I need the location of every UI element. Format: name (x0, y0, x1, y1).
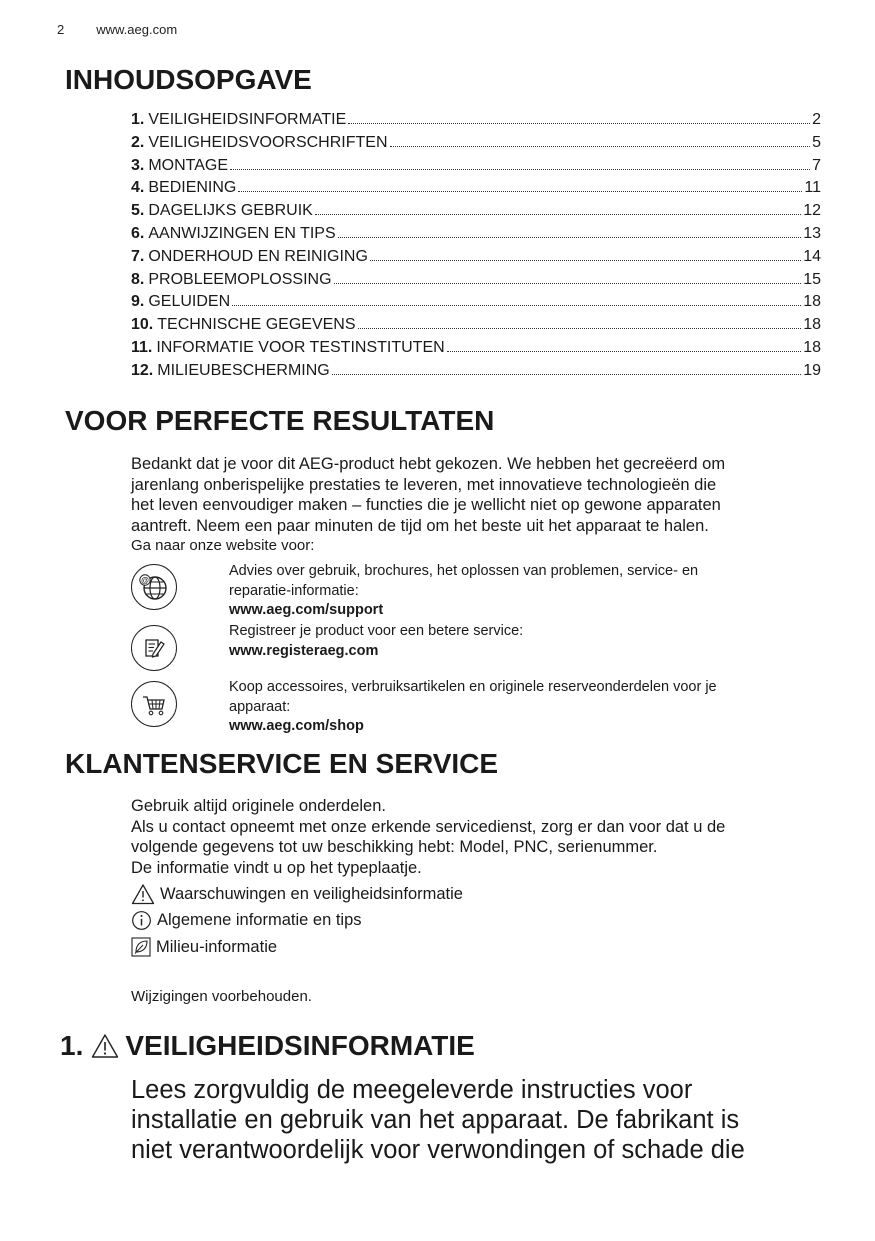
toc-item[interactable]: 12. MILIEUBESCHERMING 19 (131, 361, 821, 379)
register-text: Registreer je product voor een betere service: (229, 623, 524, 639)
support-text-2: reparatie-informatie: (229, 582, 359, 599)
register-form-icon (131, 625, 177, 671)
leaf-icon (131, 937, 151, 957)
safety-heading (60, 1030, 475, 1062)
toc-item[interactable]: 1. VEILIGHEIDSINFORMATIE 2 (131, 111, 821, 128)
warning-icon (91, 1033, 119, 1059)
legend-warning: Waarschuwingen en veiligheidsinformatie (131, 883, 463, 905)
safety-number: 1. (60, 1030, 84, 1061)
toc-item[interactable]: 3. MONTAGE 7 (131, 156, 821, 174)
toc-item[interactable]: 7. ONDERHOUD EN REINIGING 14 (131, 247, 821, 265)
toc-item[interactable]: 9. GELUIDEN 18 (131, 293, 821, 311)
legend-info: Algemene informatie en tips (131, 910, 362, 931)
results-intro: Bedankt dat je voor dit AEG-product hebt gekozen. We hebben het gecreëerd om jarenlang onberispelijke prestaties te leveren, met innovatieve technologieën die het leven eenvoudiger maken – functies die je wellicht niet op gewone apparaten aantreft. Neem een paar minuten de tijd om het beste uit het apparaat te halen. Ga naar onze website voor: (131, 455, 726, 554)
safety-title: VEILIGHEIDSINFORMATIE (125, 1030, 475, 1061)
svg-text:@: @ (141, 576, 149, 585)
toc-list (131, 111, 821, 385)
safety-intro: Lees zorgvuldig de meegeleverde instructies voor installatie en gebruik van het apparaat. De fabrikant is niet verantwoordelijk voor verwondingen of schade die (131, 1076, 745, 1164)
page-header (57, 22, 177, 37)
toc-item[interactable]: 11. INFORMATIE VOOR TESTINSTITUTEN 18 (131, 338, 821, 356)
shop-text-2: apparaat: (229, 698, 291, 715)
support-link[interactable]: www.aeg.com/support (229, 602, 384, 618)
warning-icon (131, 883, 155, 905)
shop-link[interactable]: www.aeg.com/shop (229, 718, 364, 734)
support-text-1: Advies over gebruik, brochures, het oplossen van problemen, service- en (229, 563, 699, 579)
toc-item[interactable]: 6. AANWIJZINGEN EN TIPS 13 (131, 224, 821, 242)
customer-service-text: Gebruik altijd originele onderdelen. Als u contact opneemt met onze erkende servicedienst, zorg er dan voor dat u de volgende gegevens tot uw beschikking hebt: Model, PNC, serienummer. De informatie vindt u op het typeplaatje. (131, 797, 726, 877)
changes-note: Wijzigingen voorbehouden. (131, 988, 312, 1005)
customer-service-title: KLANTENSERVICE EN SERVICE (65, 748, 499, 779)
toc-item[interactable]: 5. DAGELIJKS GEBRUIK 12 (131, 202, 821, 220)
shopping-cart-icon (131, 681, 177, 727)
shop-text-1: Koop accessoires, verbruiksartikelen en originele reserveonderdelen voor je (229, 679, 717, 695)
globe-icon (131, 564, 177, 610)
page-number: 2 (57, 22, 65, 37)
results-title: VOOR PERFECTE RESULTATEN (65, 405, 495, 436)
toc-item[interactable]: 4. BEDIENING 11 (131, 179, 821, 197)
info-icon (131, 910, 152, 931)
toc-title: INHOUDSOPGAVE (65, 64, 312, 95)
header-url[interactable]: www.aeg.com (96, 22, 178, 37)
toc-item[interactable]: 8. PROBLEEMOPLOSSING 15 (131, 270, 821, 288)
toc-item[interactable]: 2. VEILIGHEIDSVOORSCHRIFTEN 5 (131, 133, 821, 151)
register-link[interactable]: www.registeraeg.com (229, 642, 379, 659)
legend-environment: Milieu-informatie (131, 937, 277, 957)
toc-item[interactable]: 10. TECHNISCHE GEGEVENS 18 (131, 316, 821, 334)
